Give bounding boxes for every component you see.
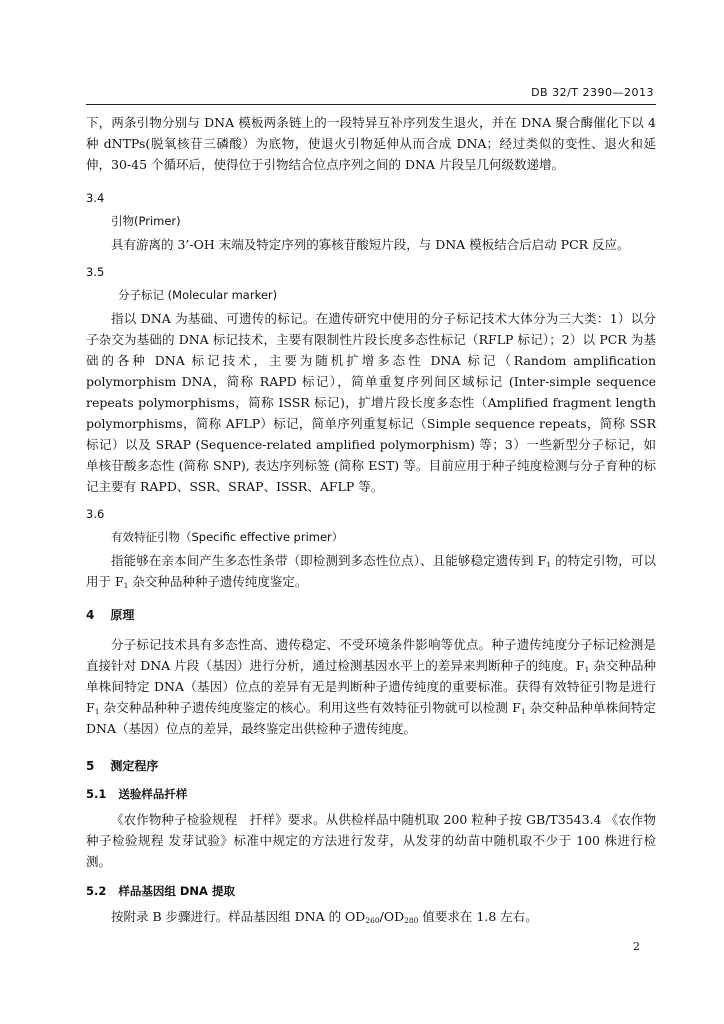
section-3-4-term: 引物(Primer) (111, 214, 181, 228)
intro-paragraph: 下，两条引物分别与 DNA 模板两条链上的一段特异互补序列发生退火，并在 DNA 聚合酶催化下以 4 种 dNTPs(脱氧核苷三磷酸）为底物，使退火引物延伸从而合成 DNA；经过类似的变性、退火和延伸，30-45 个循环后，使得位于引物结合位点序列之间的 DNA 片段呈几何级数递增。 (86, 115, 656, 172)
section-4-text-4: 杂交种品种单株间特定 DNA（基因）位点的差异，最终鉴定出供检种子遗传纯度。 (86, 700, 656, 736)
section-3-6-text-1: 指能够在亲本间产生多态性条带（即检测到多态性位点）、且能够稳定遗传到 F (111, 553, 547, 568)
section-3-4-definition: 具有游离的 3’-OH 末端及特定序列的寡核苷酸短片段，与 DNA 模板结合后启动 PCR 反应。 (111, 237, 630, 252)
section-5-2-sub-1: 260 (365, 916, 380, 925)
section-5-1-heading (86, 785, 656, 803)
header-rule (86, 104, 656, 105)
section-5-2-number: 5.2 (86, 884, 107, 898)
section-3-6-text-3: 杂交种品种种子遗传纯度鉴定。 (128, 574, 308, 589)
section-3-6-term: 有效特征引物（Specific effective primer） (111, 530, 344, 544)
section-5-1-text: 《农作物种子检验规程 扦样》要求。从供检样品中随机取 200 粒种子按 GB/T3543.4 《农作物种子检验规程 发芽试验》标准中规定的方法进行发芽，从发芽的幼苗中随机取不少于 100 株进行检测。 (86, 812, 656, 869)
section-4-sub-2: 1 (94, 707, 100, 716)
section-3-5-definition: 指以 DNA 为基础、可遗传的标记。在遗传研究中使用的分子标记技术大体分为三大类：1）以分子杂交为基础的 DNA 标记技术，主要有限制性片段长度多态性标记（RFLP 标记）；2）以 PCR 为基础的各种 DNA 标记技术，主要为随机扩增多态性 DNA 标记（Random amplification polymorphism DNA，简称 RAPD 标记），简单重复序列间区域标记 (Inter-simple sequence repeats polymorphisms，简称 ISSR 标记)，扩增片段长度多态性（Amplified fragment length polymorphisms，简称 AFLP）标记，简单序列重复标记（Simple sequence repeats，简称 SSR 标记）以及 SRAP (Sequence-related amplified polymorphism) 等；3）一些新型分子标记，如单核苷酸多态性 (简称 SNP), 表达序列标签 (简称 EST) 等。目前应用于种子纯度检测与分子育种的标记主要有 RAPD、SSR、SRAP、ISSR、AFLP 等。 (86, 311, 656, 494)
section-3-6-sub-1: 1 (546, 560, 552, 569)
section-4-text-3: 杂交种品种种子遗传纯度鉴定的核心。利用这些有效特征引物就可以检测 F (99, 700, 521, 715)
section-5-number: 5 (86, 759, 95, 773)
section-3-5-number: 3.5 (86, 265, 105, 279)
section-5-title: 测定程序 (110, 759, 159, 773)
section-4-text-1: 分子标记技术具有多态性高、遗传稳定、不受环境条件影响等优点。种子遗传纯度分子标记检测是直接针对 DNA 片段（基因）进行分析，通过检测基因水平上的差异来判断种子的纯度。F (86, 637, 656, 673)
section-5-2-text (86, 906, 656, 927)
standard-code: DB 32/T 2390—2013 (531, 86, 654, 99)
section-3-6-definition (86, 550, 656, 592)
section-5-2-sub-2: 280 (404, 916, 419, 925)
section-5-1-title: 送验样品扦样 (118, 787, 188, 801)
section-3-4-number: 3.4 (86, 191, 105, 205)
section-3-6-text-2: 的特定引物，可以用于 F (86, 553, 656, 589)
section-4-text-2: 杂交种品种单株间特定 DNA（基因）位点的差异有无是判断种子遗传纯度的重要标准。获得有效特征引物是进行 F (86, 658, 657, 715)
section-3-6-number: 3.6 (86, 507, 105, 521)
page-content (86, 112, 656, 927)
section-5-heading (86, 757, 656, 775)
section-5-2-text-3: 值要求在 1.8 左右。 (418, 909, 538, 924)
section-4-text (86, 634, 656, 739)
section-3-5-term: 分子标记 (Molecular marker) (118, 288, 278, 302)
section-5-2-title: 样品基因组 DNA 提取 (118, 884, 235, 898)
section-4-sub-1: 1 (584, 665, 590, 674)
section-4-sub-3: 1 (520, 707, 526, 716)
page-number: 2 (633, 940, 640, 953)
section-4-number: 4 (86, 608, 95, 622)
section-5-1-number: 5.1 (86, 787, 107, 801)
section-5-2-heading (86, 882, 656, 900)
section-3-6-sub-2: 1 (123, 581, 129, 590)
section-4-heading (86, 606, 656, 624)
section-5-2-text-1: 按附录 B 步骤进行。样品基因组 DNA 的 OD (111, 909, 366, 924)
section-5-2-text-2: /OD (379, 909, 405, 924)
section-4-title: 原理 (110, 608, 135, 622)
